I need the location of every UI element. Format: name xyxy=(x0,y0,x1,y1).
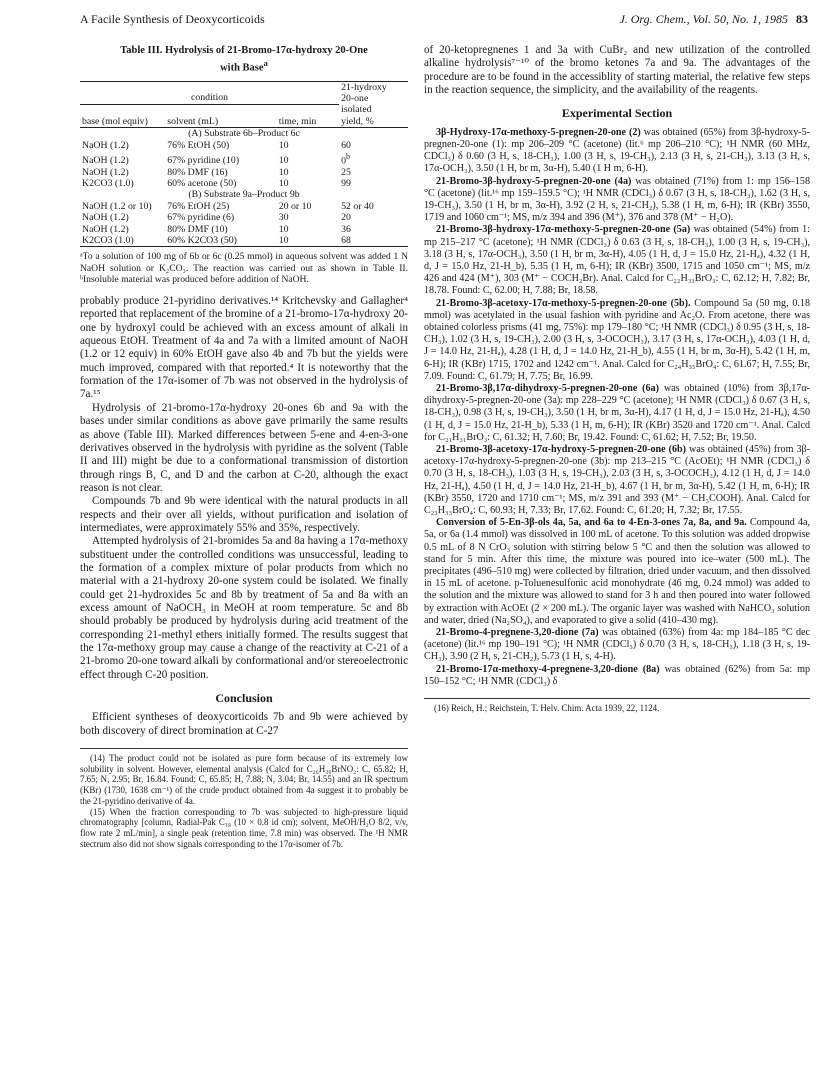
footnote: (14) The product could not be isolated as pure form because of its extremely low solubility in solvent. However, elemental analysis (Calcd for C₂₆H₃₆BrNO₂: C, 65.82; H, 7.65; N, 2.95; Br, 16.84. Found: C, 65.85; H, 7.88; N, 3.04; Br, 14.55) and an IR spectrum (KBr) (1730, 1638 cm⁻¹) of the crude product obtained from 4a suggest it to probably be the 21-pyridino derivative of 4a. xyxy=(80,753,408,806)
table-row: NaOH (1.2) 80% DMF (10) 10 36 xyxy=(82,223,351,235)
table-row: K2CO3 (1.0) 60% K2CO3 (50) 10 68 xyxy=(80,235,408,247)
table-section-b: (B) Substrate 9a–Product 9b xyxy=(188,189,300,201)
experimental-entry: 21-Bromo-3β-acetoxy-17α-hydroxy-5-pregnen-20-one (6b) was obtained (45%) from 3β-acetoxy-17α-hydroxy-5-pregnen-20-one (3b): mp 213–215 °C (AcOEt); ¹H NMR (CDCl₃) δ 0.70 (3 H, s, 18-CH₃), 1.03 (3 H, s, 19-CH₃), 2.03 (3 H, s, 3-OCOCH₃), 4.12 (1 H, d, J = 14.0 Hz, 21-Hₐ), 4.50 (1 H, d, J = 14.0 Hz, 21-H_b), 4.67 (1 H, br m, 3α-H), 5.42 (1 H, m, 6-H); IR (KBr) 3550, 1720 and 1710 cm⁻¹; MS, m/z 391 and 393 (M⁺ − CH₃COOH). Anal. Calcd for C₂₃H₃₃BrO₄: C, 60.93; H, 7.33; Br, 17.62. Found: C, 61.20; H, 7.32; Br, 17.55. xyxy=(424,444,810,517)
condition-header: condition xyxy=(80,82,339,104)
footnote: (15) When the fraction corresponding to 7b was subjected to high-pressure liquid chromatography [column, Radial-Pak C₁₈ (10 × 0.8 id cm); solvent, MeOH/H₂O 8/2, v/v, flow rate 2 mL/min], a single peak (retention time, 7.8 min) was observed. The ¹H NMR stectrum also did not show signals corresponding to the 17α-isomer of 7b. xyxy=(80,806,408,849)
experimental-entry: 21-Bromo-3β-hydroxy-5-pregnen-20-one (4a) was obtained (71%) from 1: mp 156–158 °C (acetone) (lit.¹⁶ mp 159–159.5 °C); ¹H NMR (CDCl₃) δ 0.67 (3 H, s, 18-CH₃), 1.62 (3 H, s, 19-CH₃), 3.50 (1 H, br m, 3α-H), 3.92 (2 H, s, 21-CH₂), 5.38 (1 H, m, 6-H); IR (KBr) 3550, 1719 and 1060 cm⁻¹; MS, m/z 394 and 396 (M⁺), 376 and 378 (M⁺ − H₂O). xyxy=(424,175,810,224)
footnotes xyxy=(424,703,810,714)
table-title-mark: a xyxy=(263,58,268,68)
body-paragraph: Hydrolysis of 21-bromo-17α-hydroxy 20-ones 6b and 9a with the bases under similar conditions as above gave primarily the same results as above (Table III). Marked differences between 5-ene and 4-en-3-one derivatives observed in the hydrolysis with pyridine as the solvent (Table II and III) might be due to a conformational transmission of distortion through rings B, C, and D and the carbon at C-20, although the exact reason is not clear. xyxy=(80,401,408,494)
experimental-entry: Conversion of 5-En-3β-ols 4a, 5a, and 6a to 4-En-3-ones 7a, 8a, and 9a. Compound 4a, 5a, or 6a (1.4 mmol) was dissolved in 100 mL of acetone. To this solution was added dropwise 0.5 mL of 8 N CrO₃ solution with stirring below 5 °C and then the solution was allowed to stand for 5 min. After this time, the mixture was poured into ice–water (500 mL). The precipitates (496–510 mg) were collected by filtration, dried under vacuum, and then dissolved in 15 mL of acetone. p-Toluenesulfonic acid monohydrate (46 mg, 0.24 mmol) was added to the solution and the mixture was allowed to stand for 3 h and then poured into water followed by extraction with AcOEt (2 × 200 mL). The organic layer was washed with NaHCO₃ solution and water, dried (Na₂SO₄), and evaporated to give a solid (410–430 mg). xyxy=(424,517,810,626)
table-row: NaOH (1.2) 67% pyridine (6) 30 20 xyxy=(82,212,351,224)
table-footnote: ᵃTo a solution of 100 mg of 6b or 6c (0.25 mmol) in aqueous solvent was added 1 N NaOH solution or K₂CO₃. The reaction was carried out as shown in Table II. ᵇInsoluble material was produced before addition of NaOH. xyxy=(80,251,408,285)
body-paragraph: Attempted hydrolysis of 21-bromides 5a and 8a having a 17α-methoxy substituent under the controlled conditions was unsuccessful, leading to the formation of a complex mixture of polar products from which no material with a 21-hydroxy 20-one system could be isolated. We finally could get 21-hydroxides 5c and 8b by treatment of 5a and 8a with an excess amount of NaOCH₃ in MeOH at room temperature. 5c and 8b should probably be produced by hydrolysis during acid treatment of the corresponding 21-methyl ethers initially formed. The results suggest that the 17α-methoxy group may cause a change of the reactivity at C-21 of a 21-bromo 20-one toward alkali by conformational and/or stereoelectronic effect through C-20 position. xyxy=(80,535,408,681)
footnote-divider xyxy=(80,748,408,749)
table-row: NaOH (1.2 or 10) 76% EtOH (25) 20 or 10 52 or 40 xyxy=(82,200,374,212)
table-title xyxy=(80,44,408,75)
experimental-entry: 3β-Hydroxy-17α-methoxy-5-pregnen-20-one (2) was obtained (65%) from 3β-hydroxy-5-pregnen-20-one (1): mp 206–209 °C (acetone) (lit.⁶ mp 206–210 °C); ¹H NMR (60 MHz, CDCl₃) δ 0.60 (3 H, s, 18-CH₃), 1.00 (3 H, s, 19-CH₃), 2.13 (3 H, s, 21-CH₃), 3.13 (3 H, s, 17α-OCH₃), 3.50 (1 H, br m, 3α-H), 5.40 (1 H m, 6-H). xyxy=(424,126,811,175)
right-column xyxy=(424,44,810,714)
time-header: time, min xyxy=(277,104,339,127)
yield-header: 21-hydroxy 20-one xyxy=(339,81,408,104)
base-header: base (mol equiv) xyxy=(80,104,165,127)
running-header xyxy=(80,12,808,28)
footnotes xyxy=(80,753,408,849)
experimental-entry: 21-Bromo-3β-acetoxy-17α-methoxy-5-pregnen-20-one (5b). Compound 5a (50 mg, 0.18 mmol) was acetylated in the usual fashion with pyridine and Ac₂O. From acetone, there was obtained colorless prisms (41 mg, 75%): mp 179–180 °C; ¹H NMR (CDCl₃) δ 0.95 (3 H, s, 18-CH₃), 1.02 (3 H, s, 19-CH₃), 2.00 (3 H, s, 3-OCOCH₃), 3.17 (3 H, s, 17α-OCH₃), 4.03 (1 H, d, J = 14.0 Hz, 21-Hₐ), 4.28 (1 H, d, J = 14.0 Hz, 21-H_b), 4.55 (1 H, br m, 3α-H), 5.42 (1 H, m, 6-H); IR (KBr) 1715, 1702 and 1242 cm⁻¹. Anal. Calcd for C₂₄H₃₅BrO₄: C, 61.67; H, 7.55; Br, 7.09. Found: C, 61.79; H, 7.75; Br, 16.99. xyxy=(424,297,810,382)
body-paragraph: probably produce 21-pyridino derivatives.¹⁴ Kritchevsky and Gallagher⁴ reported that replacement of the bromine of a 21-bromo-17α-hydroxy 20-one by hydroxyl could be achieved with an excess amount of alkali in aqueous EtOH. Treatment of 4a and 7a with a limited amount of NaOH (1.2 or 12 equiv) in 60% EtOH gave also 4b and 7b but the yields were much improved, compared with that reported.⁴ It is noteworthy that the formation of the 17α-isomer of 7b was not observed in the hydrolysis of 7a.¹⁵ xyxy=(80,295,408,401)
table-title-line-2: with Base$^a$ xyxy=(220,58,268,74)
experimental-entry: 21-Bromo-17α-methoxy-4-pregnene-3,20-dione (8a) was obtained (62%) from 5a: mp 150–152 °C; ¹H NMR (CDCl₃) δ xyxy=(424,663,811,687)
solvent-header: solvent (mL) xyxy=(165,104,277,127)
conclusion-paragraph: Efficient syntheses of deoxycorticoids 7b and 9b were achieved by both discovery of direct bromination at C-27 xyxy=(80,711,408,737)
experimental-entry: 21-Bromo-3β,17α-dihydroxy-5-pregnen-20-one (6a) was obtained (10%) from 3β,17α-dihydroxy-5-pregnen-20-one (3a): mp 228–229 °C (acetone); ¹H NMR (CDCl₃) δ 0.67 (3 H, s, 18-CH₃), 0.98 (3 H, s, 19-CH₃), 3.50 (1 H, br m, 3α-H), 4.17 (1 H, d, J = 15.0 Hz, 21-Hₐ), 4.50 (1 H, d, J = 15.0 Hz, 21-H_b), 5.33 (1 H, m, 6-H); IR (KBr) 3520 and 1720 cm⁻¹. Anal. Calcd for C₂₁H₃₁BrO₃: C, 61.32; H, 7.60; Br, 19.42. Found: C, 61.62; H, 7.52; Br, 19.50. xyxy=(424,382,810,443)
header-journal-info xyxy=(619,12,808,27)
table-section-a: (A) Substrate 6b–Product 6c xyxy=(188,128,300,140)
body-paragraph: Compounds 7b and 9b were identical with the natural products in all respects and their over all yields, without purification and isolation of intermediates, were approximately 55% and 35%, respectively. xyxy=(80,495,408,534)
table-row: NaOH (1.2) 76% EtOH (50) 10 60 xyxy=(82,139,351,151)
body-paragraph: of 20-ketopregnenes 1 and 3a with CuBr₂ and new utilization of the controlled alkaline hydrolysis⁷⁻¹⁰ of the bromo ketones 7a and 9a. The advantages of the procedure are to be found in the accessiblity of starting material, the relative few steps in the reaction sequence, the simplicity, and the availability of the reagents. xyxy=(424,44,810,97)
experimental-entry: 21-Bromo-4-pregnene-3,20-dione (7a) was obtained (63%) from 4a: mp 184–185 °C dec (acetone) (lit.¹⁶ mp 190–191 °C); ¹H NMR (CDCl₃) δ 0.70 (3 H, s, 18-CH₃), 1.18 (3 H, s, 19-CH₃), 3.90 (2 H, s, 21-CH₂), 5.73 (1 H, s, 4-H). xyxy=(424,627,811,663)
experimental-heading: Experimental Section xyxy=(561,106,673,121)
experimental-entry: 21-Bromo-3β-hydroxy-17α-methoxy-5-pregnen-20-one (5a) was obtained (54%) from 1: mp 215–217 °C (acetone); ¹H NMR (CDCl₃) δ 0.63 (3 H, s, 18-CH₃), 1.00 (3 H, s, 19-CH₃), 3.18 (3 H, s, 17α-OCH₃), 3.50 (1 H, br m, 3α-H), 4.05 (1 H, d, J = 15.0 Hz, 21-Hₐ), 4.32 (1 H, d, J = 15.0 Hz, 21-H_b), 5.35 (1 H, m, 6-H); IR (KBr) 3500, 1715 and 1050 cm⁻¹; MS, m/z 426 and 424 (M⁺), 303 (M⁺ − COCH₂Br). Anal. Calcd for C₂₂H₃₃BrO₃: C, 62.12; H, 7.82; Br, 18.78. Found: C, 62.00; H, 7.88; Br, 18.58. xyxy=(424,224,810,297)
hydrolysis-table xyxy=(80,81,408,248)
table-title-line-1: Table III. Hydrolysis of 21-Bromo-17α-hydroxy 20-One xyxy=(120,45,368,56)
header-journal: J. Org. Chem., Vol. 50, No. 1, 1985 xyxy=(619,12,788,26)
yield-header-cont: isolated yield, % xyxy=(339,104,408,127)
footnote: (16) Reich, H.; Reichstein, T. Helv. Chim. Acta 1939, 22, 1124. xyxy=(434,703,660,714)
page-number: 83 xyxy=(796,12,808,26)
footnote-divider xyxy=(424,698,810,699)
table-row: K2CO3 (1.0) 60% acetone (50) 10 99 xyxy=(82,178,351,190)
conclusion-heading: Conclusion xyxy=(215,691,273,706)
left-column xyxy=(80,44,408,849)
table-row: NaOH (1.2) 80% DMF (16) 10 25 xyxy=(82,166,351,178)
header-title: A Facile Synthesis of Deoxycorticoids xyxy=(80,12,265,26)
table-row: NaOH (1.2) 67% pyridine (10) 10 0$^b$ xyxy=(82,151,351,167)
